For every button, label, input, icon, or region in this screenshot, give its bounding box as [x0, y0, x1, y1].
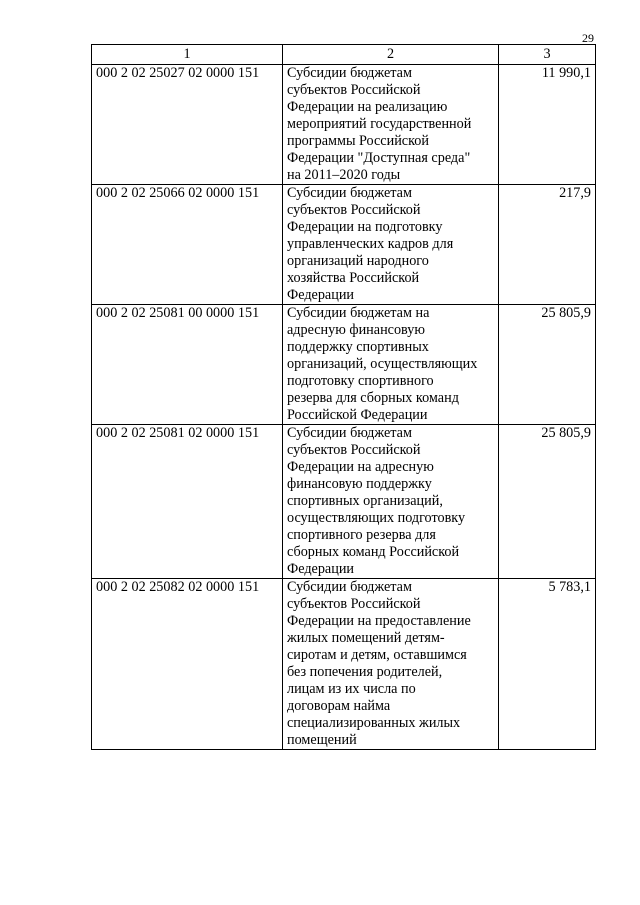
budget-code-cell: 000 2 02 25081 02 0000 151 [92, 425, 283, 579]
budget-code-cell: 000 2 02 25066 02 0000 151 [92, 185, 283, 305]
description-cell [283, 305, 499, 425]
description-cell [283, 65, 499, 185]
description-line: Субсидии бюджетам [287, 65, 412, 81]
description-line: субъектов Российской [287, 82, 421, 98]
description-line: осуществляющих подготовку [287, 510, 466, 526]
description-line: организаций, осуществляющих [287, 356, 478, 372]
table-header-row [92, 45, 596, 65]
description-line: Субсидии бюджетам на [287, 305, 430, 321]
description-line: Федерации на предоставление [287, 613, 471, 629]
table-row [92, 579, 596, 750]
column-header-description: 2 [283, 45, 499, 65]
description-line: организаций народного [287, 253, 429, 269]
description-line: подготовку спортивного [287, 373, 434, 389]
description-line: хозяйства Российской [287, 270, 420, 286]
description-line: Российской Федерации [287, 407, 428, 423]
description-cell [283, 579, 499, 750]
description-line: на 2011–2020 годы [287, 167, 401, 183]
description-cell [283, 425, 499, 579]
amount-cell: 25 805,9 [499, 305, 596, 425]
column-header-amount: 3 [499, 45, 596, 65]
table-row [92, 305, 596, 425]
description-line: жилых помещений детям- [287, 630, 445, 646]
description-line: Федерации на подготовку [287, 219, 443, 235]
budget-code-cell: 000 2 02 25081 00 0000 151 [92, 305, 283, 425]
amount-cell: 217,9 [499, 185, 596, 305]
description-line: субъектов Российской [287, 596, 421, 612]
description-line: адресную финансовую [287, 322, 425, 338]
description-line: финансовую поддержку [287, 476, 432, 492]
description-line: без попечения родителей, [287, 664, 443, 680]
description-line: субъектов Российской [287, 442, 421, 458]
description-line: управленческих кадров для [287, 236, 454, 252]
table-row [92, 185, 596, 305]
description-line: Федерации "Доступная среда" [287, 150, 471, 166]
description-line: поддержку спортивных [287, 339, 429, 355]
description-line: лицам из их числа по [287, 681, 416, 697]
description-line: Субсидии бюджетам [287, 579, 412, 595]
description-line: Федерации на адресную [287, 459, 434, 475]
description-cell [283, 185, 499, 305]
amount-cell: 25 805,9 [499, 425, 596, 579]
column-header-code: 1 [92, 45, 283, 65]
description-line: сиротам и детям, оставшимся [287, 647, 467, 663]
description-line: субъектов Российской [287, 202, 421, 218]
description-line: резерва для сборных команд [287, 390, 459, 406]
table-body [92, 65, 596, 750]
table-row [92, 425, 596, 579]
description-line: специализированных жилых [287, 715, 461, 731]
budget-code-cell: 000 2 02 25082 02 0000 151 [92, 579, 283, 750]
amount-cell: 11 990,1 [499, 65, 596, 185]
description-line: сборных команд Российской [287, 544, 460, 560]
description-line: Субсидии бюджетам [287, 425, 412, 441]
budget-table [91, 44, 596, 750]
description-line: Федерации на реализацию [287, 99, 448, 115]
amount-cell: 5 783,1 [499, 579, 596, 750]
budget-code-cell: 000 2 02 25027 02 0000 151 [92, 65, 283, 185]
table-row [92, 65, 596, 185]
description-line: спортивного резерва для [287, 527, 436, 543]
description-line: договорам найма [287, 698, 391, 714]
description-line: Федерации [287, 561, 355, 577]
description-line: спортивных организаций, [287, 493, 443, 509]
description-line: программы Российской [287, 133, 429, 149]
description-line: мероприятий государственной [287, 116, 472, 132]
description-line: Федерации [287, 287, 355, 303]
description-line: помещений [287, 732, 357, 748]
page-number: 29 [582, 31, 594, 45]
description-line: Субсидии бюджетам [287, 185, 412, 201]
